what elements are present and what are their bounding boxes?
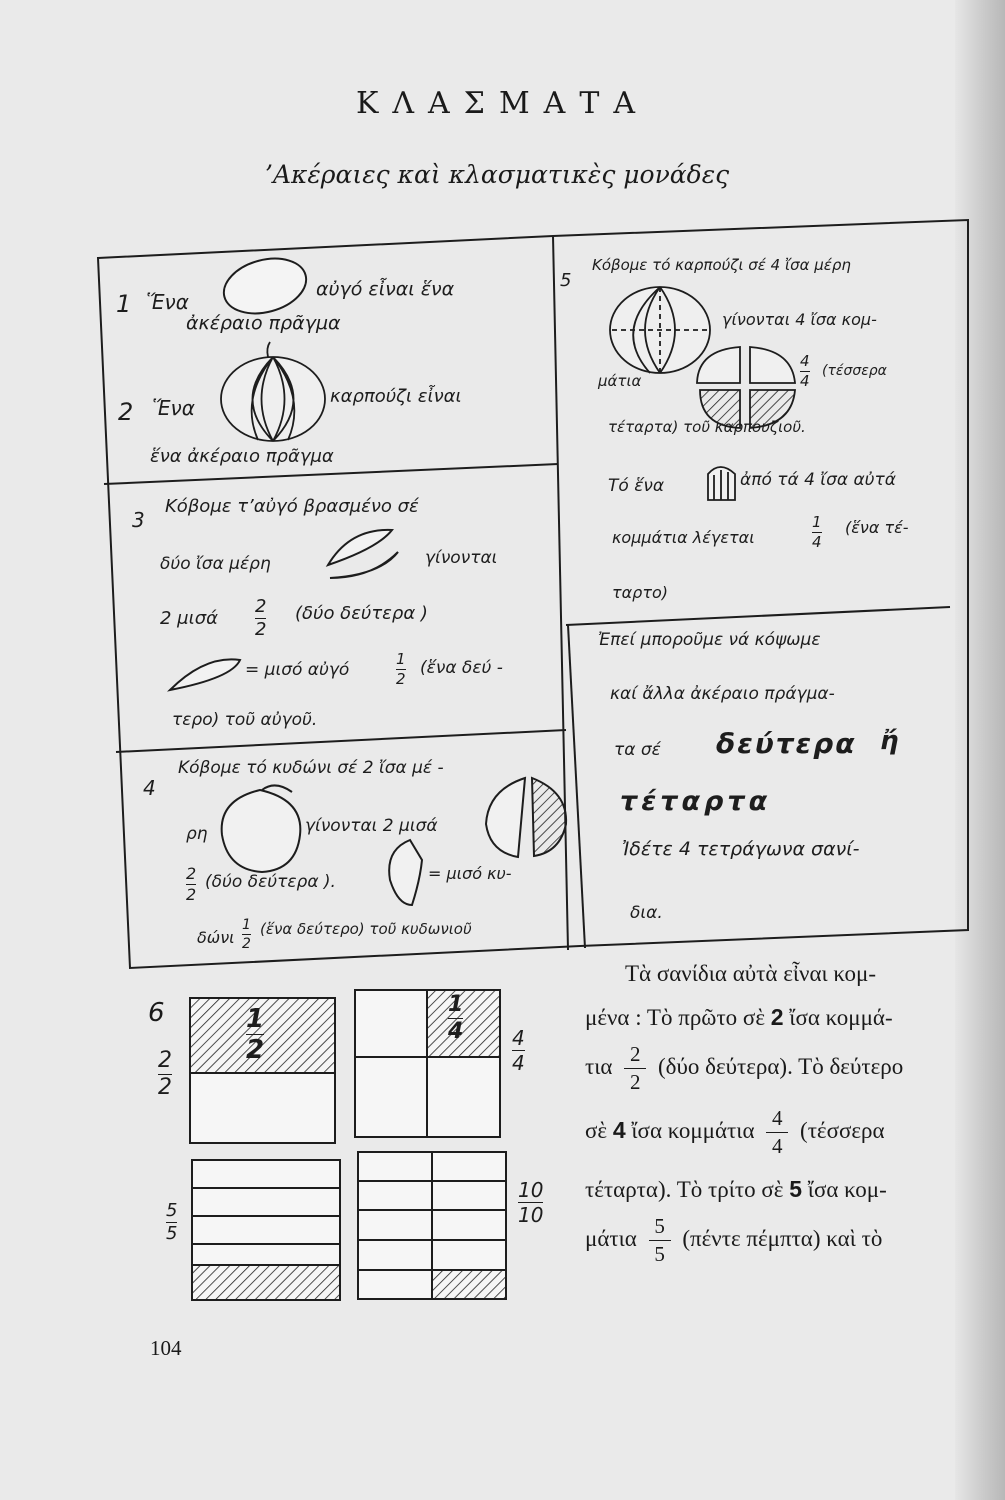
panel-3-line-4b: (ἕνα δεύ - [420, 658, 503, 678]
quince-illustration [222, 785, 301, 872]
body-line-3 [585, 1044, 903, 1093]
body-line-4-fraction [766, 1108, 788, 1157]
board-tenths [358, 1152, 506, 1299]
panel-5-fraction-2 [812, 515, 822, 550]
panel-1-text-b: αὐγό εἶναι ἕνα [316, 278, 455, 300]
fraction-numerator: 1 [448, 992, 464, 1017]
panel-1-number: 1 [116, 290, 132, 318]
panel-3-line-2a: δύο ἴσα μέρη [160, 554, 271, 574]
panel-1-text-a: Ἕνα [146, 290, 189, 314]
fifths-label [166, 1202, 177, 1243]
fraction-denominator: 2 [396, 670, 406, 688]
panel-5-line-1: Κόβομε τό καρπούζι σέ 4 ἴσα μέρη [592, 256, 851, 274]
body-line-5-text-c: ἴσα κομ- [807, 1177, 887, 1202]
fraction-numerator: 5 [166, 1200, 178, 1221]
figure-number: 6 [148, 998, 165, 1028]
fraction-numerator: 4 [800, 352, 810, 370]
fraction-denominator: 4 [800, 372, 810, 390]
panel-6-line-4: τέταρτα [620, 786, 772, 817]
body-line-1-text: Τὰ σανίδια αὐτὰ εἶναι κομ- [625, 961, 877, 986]
panel-6-line-3c: ἤ [880, 726, 899, 756]
panel-4-number: 4 [143, 776, 156, 800]
body-line-4-text-a: σὲ [585, 1117, 608, 1143]
tenths-label [518, 1180, 543, 1225]
fraction-numerator: 1 [246, 1004, 265, 1034]
fraction-denominator: 2 [242, 936, 251, 952]
panel-3-line-2b: γίνονται [425, 548, 498, 568]
panel-6-line-3a: τα σέ [614, 740, 661, 760]
fraction-bar [649, 1240, 671, 1241]
panel-4-line-4a: δώνι [197, 928, 235, 947]
fraction-numerator: 2 [629, 1042, 641, 1066]
watermelon-quarters-illustration [697, 347, 795, 428]
panel-3-fraction [255, 598, 266, 639]
panel-3-line-3a: 2 μισά [160, 608, 218, 629]
fraction-denominator: 5 [166, 1223, 178, 1244]
fraction-numerator: 5 [654, 1214, 665, 1238]
panel-5-fraction [800, 354, 810, 389]
panel-4-line-2b: γίνονται 2 μισά [305, 816, 438, 836]
body-line-4 [585, 1108, 885, 1157]
body-line-6 [585, 1216, 882, 1265]
panel-5-line-6a: κομμάτια λέγεται [612, 528, 755, 547]
fraction-denominator: 2 [629, 1070, 641, 1094]
panel-5-line-6b: (ἕνα τέ- [845, 518, 909, 537]
halves-piece-label [246, 1006, 264, 1063]
fraction-numerator: 1 [396, 650, 406, 668]
fraction-denominator: 4 [448, 1019, 464, 1044]
fraction-numerator: 1 [242, 917, 251, 933]
body-line-6-fraction [649, 1216, 671, 1265]
panel-4-fraction [186, 866, 196, 903]
body-line-5-text-a: τέταρτα). Τὸ τρίτο σὲ [585, 1177, 784, 1202]
panel-6-line-5: Ἰδέτε 4 τετράγωνα σανί- [622, 838, 860, 860]
body-line-2-number: 2 [770, 1004, 784, 1030]
panel-5-line-4: τέταρτα) τοῦ καρπουζιοῦ. [608, 418, 806, 436]
fraction-denominator: 2 [186, 885, 197, 904]
panel-3-fraction-2 [396, 652, 406, 687]
body-line-6-text-b: (πέντε πέμπτα) καὶ τὸ [682, 1225, 883, 1251]
fraction-denominator: 4 [812, 533, 822, 551]
watermelon-piece-icon [708, 467, 735, 500]
panel-3-line-1: Κόβομε τ’αὐγό βρασμένο σέ [165, 496, 419, 517]
body-line-2-text-a: μένα : Τὸ πρῶτο σὲ [585, 1005, 765, 1030]
fraction-bar [624, 1068, 646, 1069]
body-line-5 [585, 1178, 887, 1201]
panel-6-line-6: δια. [630, 903, 663, 923]
panel-5-line-5a: Τό ἕνα [608, 476, 665, 496]
body-line-6-text-a: μάτια [585, 1225, 637, 1251]
watermelon-whole-illustration [610, 287, 710, 373]
fraction-denominator: 2 [246, 1035, 265, 1065]
quarters-piece-label [448, 994, 463, 1043]
fraction-numerator: 4 [512, 1026, 525, 1050]
body-line-4-text-d: (τέσσερα [800, 1117, 885, 1143]
panel-3-number: 3 [132, 508, 145, 532]
panel-4-line-3b: = μισό κυ- [428, 864, 512, 883]
fraction-denominator: 10 [518, 1203, 544, 1227]
fraction-bar [242, 934, 251, 935]
quarters-label [512, 1028, 525, 1073]
halved-egg-illustration [328, 530, 398, 578]
panel-5-line-3a: μάτια [598, 372, 642, 390]
panel-2-text-a: Ἕνα [152, 396, 195, 420]
panel-2-number: 2 [118, 398, 134, 426]
board-fifths [192, 1160, 340, 1300]
watermelon-illustration [221, 342, 325, 441]
panel-6-line-1: Ἐπεί μποροῦμε νά κόψωμε [598, 630, 821, 650]
fraction-denominator: 4 [512, 1051, 525, 1075]
body-line-4-text-c: ἴσα κομμάτια [631, 1117, 755, 1143]
halves-label [158, 1050, 172, 1099]
fraction-bar [766, 1132, 788, 1133]
panel-2-text-c: ἕνα ἀκέραιο πρᾶγμα [150, 446, 334, 467]
panel-2-text-b: καρπούζι εἶναι [330, 386, 462, 407]
fraction-numerator: 4 [772, 1106, 783, 1130]
panel-3-line-4a: = μισό αὐγό [245, 660, 350, 680]
body-line-4-number: 4 [612, 1116, 626, 1143]
fraction-denominator: 5 [654, 1242, 665, 1266]
panel-6-line-2: καί ἄλλα ἀκέραιο πράγμα- [610, 684, 835, 704]
fraction-numerator: 10 [518, 1178, 544, 1202]
panel-6-line-3b: δεύτερα [716, 727, 857, 760]
panel-5-line-2: γίνονται 4 ἴσα κομ- [722, 310, 877, 329]
half-egg-illustration [170, 659, 240, 690]
fraction-numerator: 2 [255, 596, 267, 617]
panel-4-line-3a: (δύο δεύτερα ). [205, 872, 336, 892]
quince-halves-illustration [389, 778, 566, 905]
fraction-denominator: 4 [772, 1134, 783, 1158]
panel-4-line-2a: ρη [186, 824, 208, 844]
page-number: 104 [150, 1336, 182, 1360]
panel-5-number: 5 [560, 270, 572, 291]
panel-3-line-5: τερο) τοῦ αὐγοῦ. [172, 710, 318, 730]
body-line-1 [625, 962, 876, 985]
panel-4-line-4b: (ἕνα δεύτερο) τοῦ κυδωνιοῦ [260, 920, 472, 938]
fraction-denominator: 2 [255, 619, 267, 640]
panel-3-line-3b: (δύο δεύτερα ) [295, 603, 428, 624]
body-line-2-text-c: ἴσα κομμά- [789, 1005, 893, 1030]
panel-1-text-c: ἀκέραιο πρᾶγμα [186, 312, 341, 334]
body-line-2 [585, 1006, 893, 1029]
panel-5-line-7: ταρτο) [612, 583, 668, 602]
body-line-3-text-b: (δύο δεύτερα). Τὸ δεύτερο [657, 1053, 904, 1079]
panel-5-line-3b: (τέσσερα [822, 363, 887, 379]
fraction-numerator: 2 [158, 1048, 172, 1073]
fraction-numerator: 2 [186, 864, 197, 883]
page-title: ΚΛΑΣΜΑΤΑ [355, 86, 649, 121]
panel-4-line-1: Κόβομε τό κυδώνι σέ 2 ἴσα μέ - [178, 758, 444, 778]
board-quarters [355, 990, 500, 1137]
panel-4-fraction-2 [242, 918, 251, 951]
fraction-denominator: 2 [158, 1075, 172, 1100]
body-line-3-fraction [624, 1044, 646, 1093]
body-line-5-number: 5 [789, 1176, 803, 1202]
fraction-numerator: 1 [812, 513, 822, 531]
page-subtitle: ’Ακέραιες καὶ κλασματικὲς μονάδες [265, 160, 730, 189]
body-line-3-text-a: τια [585, 1053, 613, 1079]
panel-5-line-5b: ἀπό τά 4 ἴσα αὐτά [740, 470, 896, 490]
